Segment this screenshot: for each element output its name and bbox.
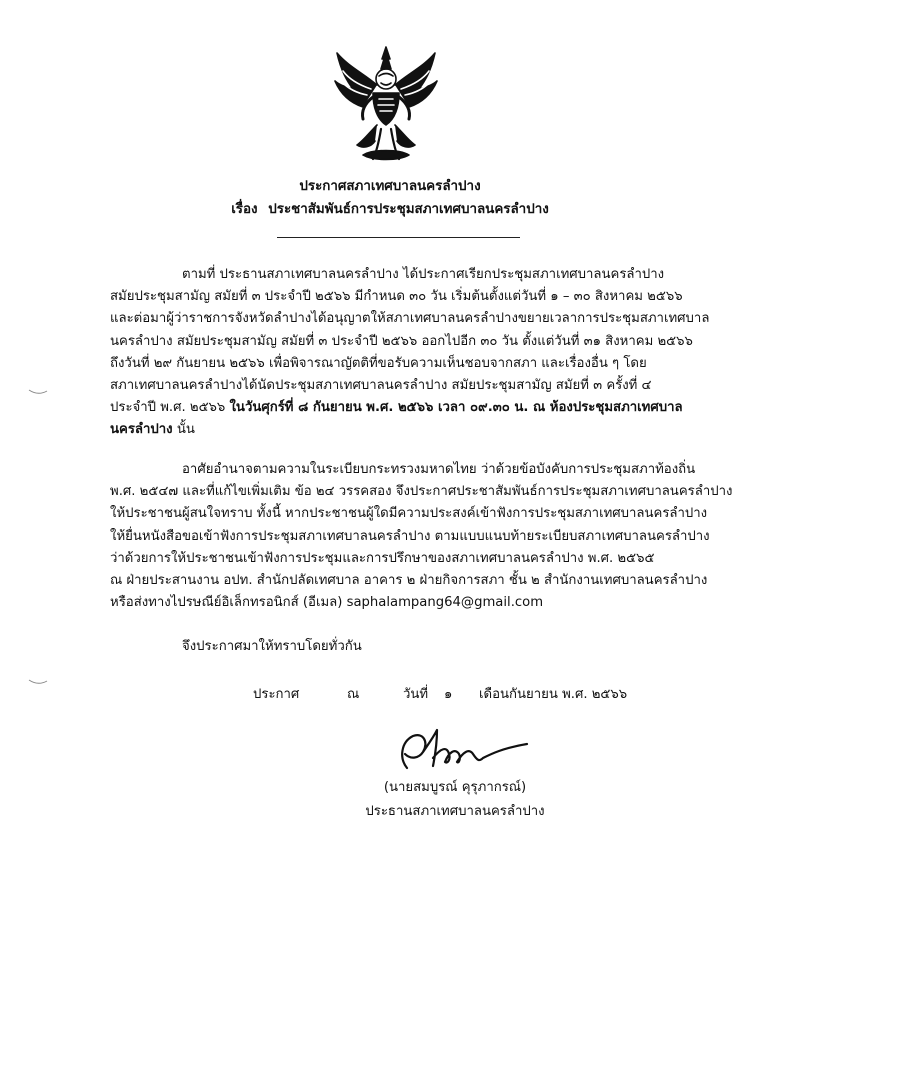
paragraph-line: ว่าด้วยการให้ประชาชนเข้าฟังการประชุมและการปรึกษาของสภาเทศบาลนครลำปาง พ.ศ. ๒๕๖๕ [110,550,655,566]
paragraph-line: ณ ฝ่ายประสานงาน อปท. สำนักปลัดเทศบาล อาคาร ๒ ฝ่ายกิจการสภา ชั้น ๒ สำนักงานเทศบาลนครลำปาง [110,572,708,588]
meeting-place-bold: นครลำปาง [110,422,173,438]
announce-label: ประกาศ [253,687,300,702]
paragraph-line: พ.ศ. ๒๕๔๗ และที่แก้ไขเพิ่มเติม ข้อ ๒๔ วรรคสอง จึงประกาศประชาสัมพันธ์การประชุมสภาเทศบาลนครลำปาง [110,484,733,500]
subject-text: ประชาสัมพันธ์การประชุมสภาเทศบาลนครลำปาง [268,202,549,217]
paragraph-line: ตามที่ ประธานสภาเทศบาลนครลำปาง ได้ประกาศเรียกประชุมสภาเทศบาลนครลำปาง [182,267,665,282]
paragraph-line: ถึงวันที่ ๒๙ กันยายน ๒๕๖๖ เพื่อพิจารณาญัตติที่ขอรับความเห็นชอบจากสภา และเรื่องอื่น ๆ โดย [110,355,647,371]
closing-statement: จึงประกาศมาให้ทราบโดยทั่วกัน [182,639,362,654]
paragraph-line: สมัยประชุมสามัญ สมัยที่ ๓ ประจำปี ๒๕๖๖ มีกำหนด ๓๐ วัน เริ่มต้นตั้งแต่วันที่ ๑ – ๓๐ สิงหาคม ๒๕๖๖ [110,289,683,305]
punch-mark-icon [28,679,48,685]
paragraph-text: ประจำปี พ.ศ. ๒๕๖๖ [110,400,230,416]
announce-day: ๑ [444,687,453,702]
paragraph-line [110,397,683,419]
paragraph-text: นั้น [172,422,195,438]
paragraph-line [110,419,645,441]
signer-name: (นายสมบูรณ์ คุรุภากรณ์) [383,780,527,795]
paragraph-line: อาศัยอำนาจตามความในระเบียบกระทรวงมหาดไทย ว่าด้วยข้อบังคับการประชุมสภาท้องถิ่น [182,462,696,477]
subject-label: เรื่อง [231,202,258,217]
paragraph-1 [110,264,710,442]
meeting-datetime-bold: ในวันศุกร์ที่ ๘ กันยายน พ.ศ. ๒๕๖๖ เวลา ๐๙.๓๐ น. ณ ห้องประชุมสภาเทศบาล [229,400,683,416]
paragraph-2 [110,459,733,614]
signer-position: ประธานสภาเทศบาลนครลำปาง [365,804,545,819]
paragraph-line: หรือส่งทางไปรษณีย์อิเล็กทรอนิกส์ (อีเมล) saphalampang64@gmail.com [110,595,544,611]
announce-month-year: เดือนกันยายน พ.ศ. ๒๕๖๖ [479,687,628,702]
paragraph-line: และต่อมาผู้ว่าราชการจังหวัดลำปางได้อนุญาตให้สภาเทศบาลนครลำปางขยายเวลาการประชุมสภาเทศบาล [110,311,710,327]
paragraph-line: ให้ประชาชนผู้สนใจทราบ ทั้งนี้ หากประชาชนผู้ใดมีความประสงค์เข้าฟังการประชุมสภาเทศบาลนครลำปาง [110,506,708,522]
paragraph-line: นครลำปาง สมัยประชุมสามัญ สมัยที่ ๓ ประจำปี ๒๕๖๖ ออกไปอีก ๓๐ วัน ตั้งแต่วันที่ ๓๑ สิงหาคม ๒๕๖๖ [110,333,693,349]
announcement-title: ประกาศสภาเทศบาลนครลำปาง [299,179,481,194]
title-divider [277,237,520,238]
paragraph-line: ให้ยื่นหนังสือขอเข้าฟังการประชุมสภาเทศบาลนครลำปาง ตามแบบแนบท้ายระเบียบสภาเทศบาลนครลำปาง [110,528,710,544]
punch-mark-icon [28,389,48,395]
announce-day-label: วันที่ [403,687,429,702]
paragraph-line: สภาเทศบาลนครลำปางได้นัดประชุมสภาเทศบาลนครลำปาง สมัยประชุมสามัญ สมัยที่ ๓ ครั้งที่ ๔ [110,377,652,393]
announce-at: ณ [347,687,360,702]
signature-icon [393,724,529,774]
announcement-subject [0,198,780,219]
garuda-emblem-icon [333,45,439,165]
